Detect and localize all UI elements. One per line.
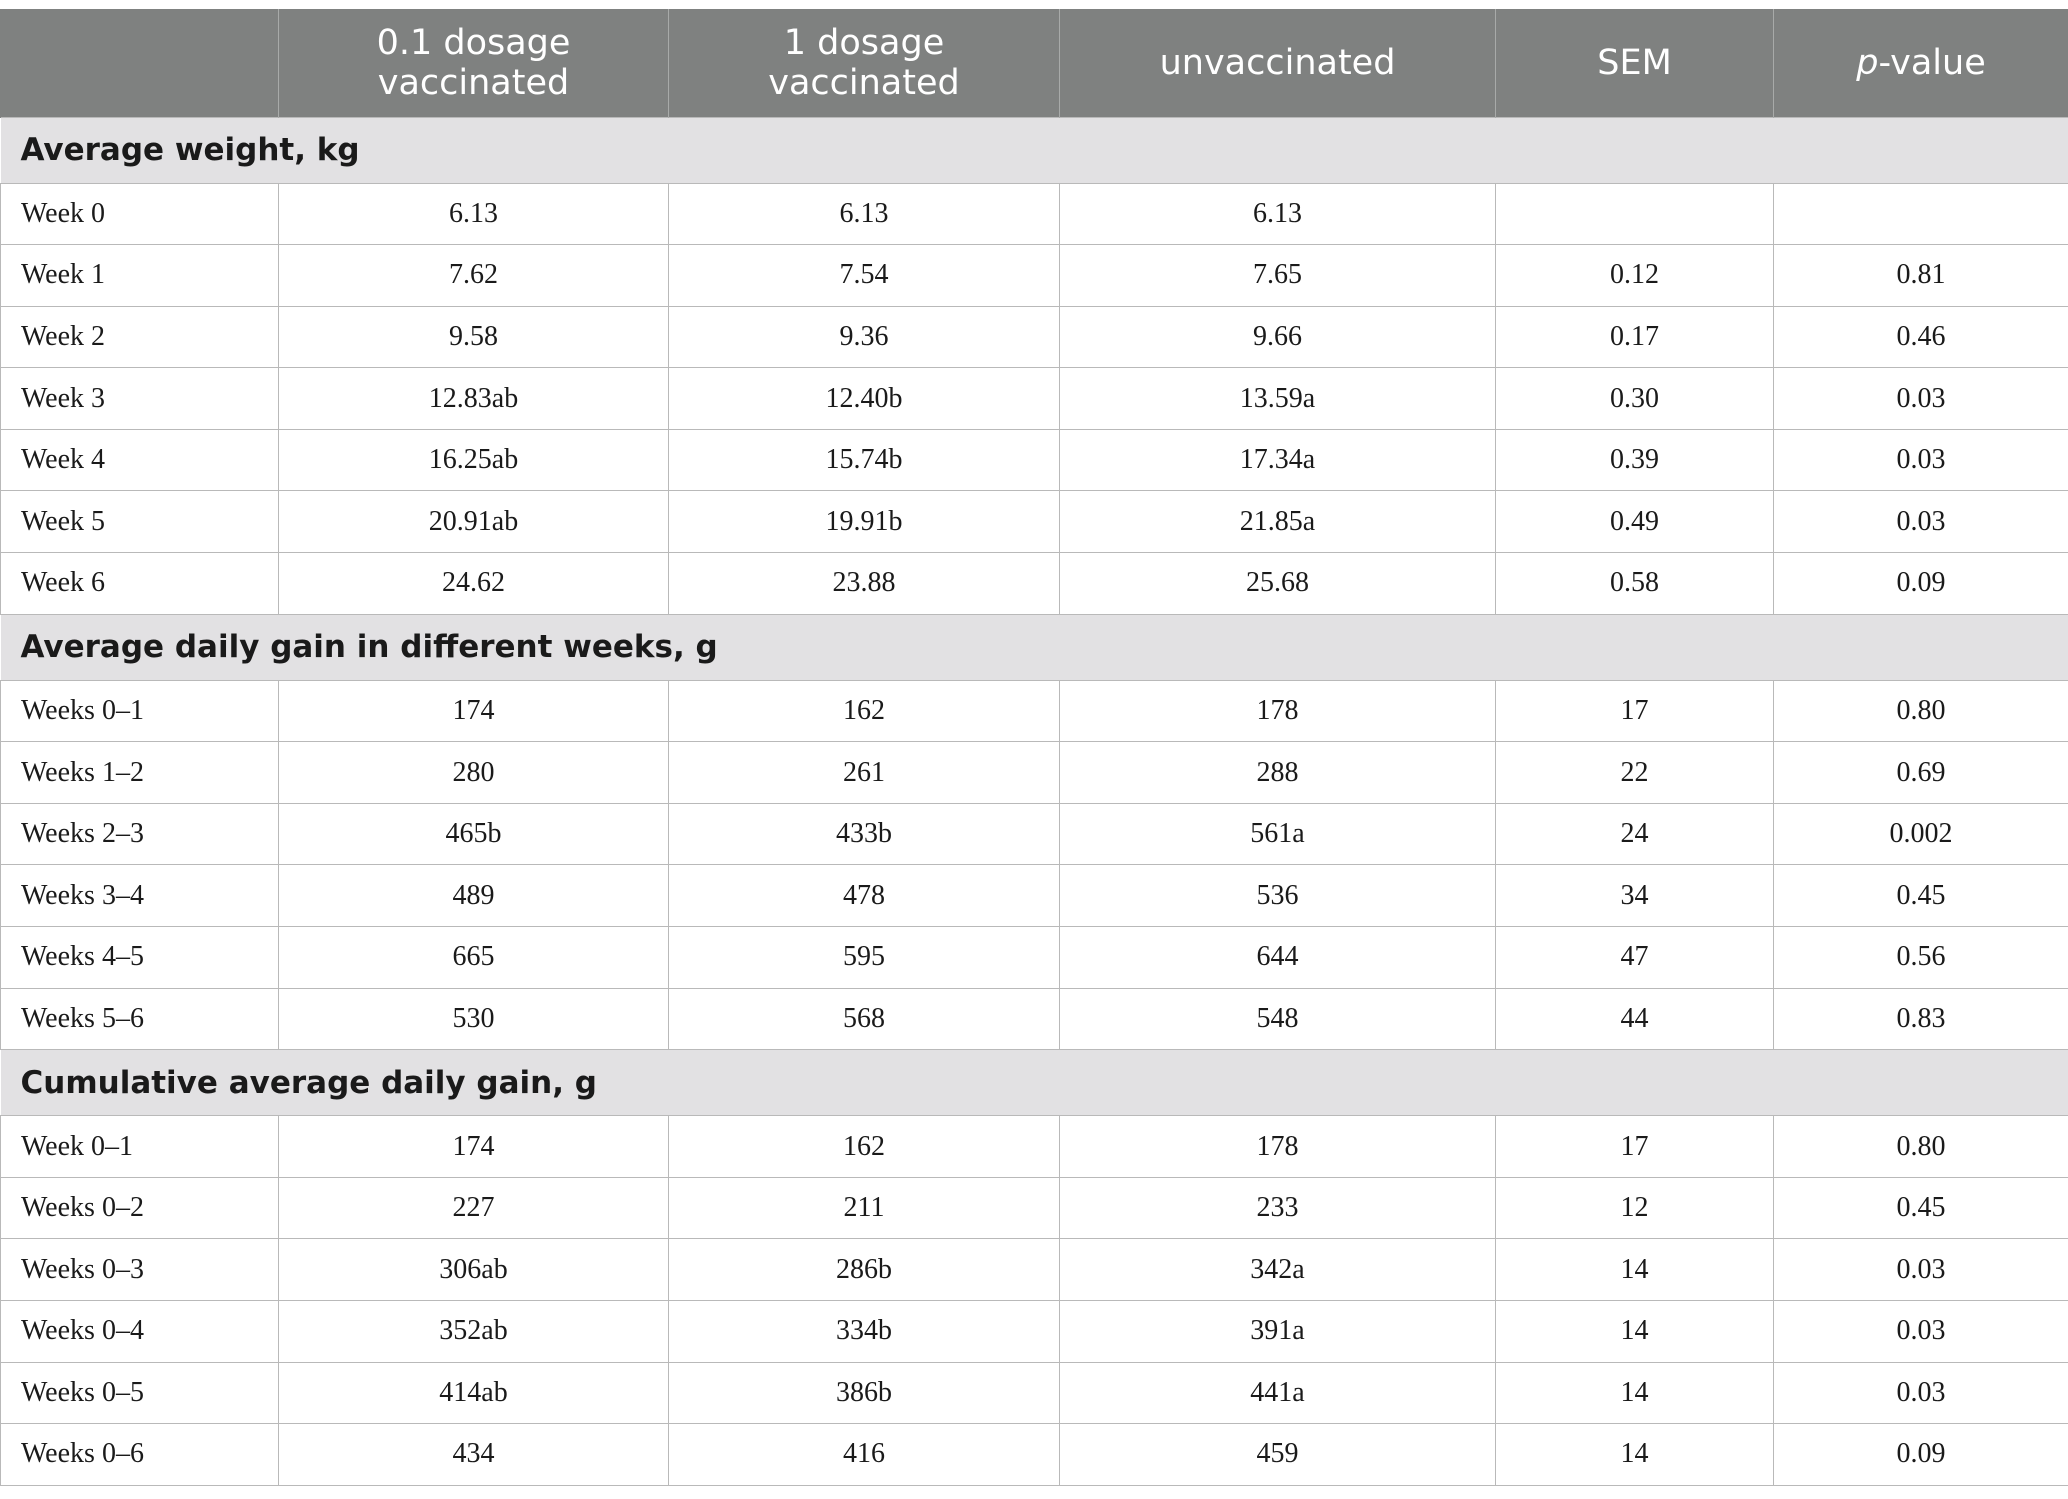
section-header-row bbox=[1, 614, 2068, 680]
row-label: Week 6 bbox=[1, 553, 279, 615]
dose-1-value: 595 bbox=[669, 927, 1060, 989]
dose-01-value: 489 bbox=[279, 865, 669, 927]
table-row bbox=[1, 680, 2068, 742]
sem-value: 0.17 bbox=[1496, 306, 1774, 368]
row-label: Weeks 0–6 bbox=[1, 1424, 279, 1486]
dose-1-value: 162 bbox=[669, 680, 1060, 742]
sem-value: 17 bbox=[1496, 680, 1774, 742]
table-row bbox=[1, 1177, 2068, 1239]
section-header-row bbox=[1, 117, 2068, 183]
row-label: Week 0–1 bbox=[1, 1116, 279, 1178]
dose-1-value: 386b bbox=[669, 1362, 1060, 1424]
dose-01-value: 227 bbox=[279, 1177, 669, 1239]
dose-01-value: 174 bbox=[279, 1116, 669, 1178]
unvaccinated-value: 342a bbox=[1060, 1239, 1496, 1301]
table-row bbox=[1, 306, 2068, 368]
dose-01-value: 434 bbox=[279, 1424, 669, 1486]
unvaccinated-value: 644 bbox=[1060, 927, 1496, 989]
dose-01-value: 12.83ab bbox=[279, 368, 669, 430]
table-row bbox=[1, 1362, 2068, 1424]
table-row bbox=[1, 988, 2068, 1050]
row-label: Weeks 0–5 bbox=[1, 1362, 279, 1424]
table-row bbox=[1, 1116, 2068, 1178]
dose-1-value: 211 bbox=[669, 1177, 1060, 1239]
dose-01-value: 665 bbox=[279, 927, 669, 989]
row-label: Weeks 1–2 bbox=[1, 742, 279, 804]
row-label: Weeks 2–3 bbox=[1, 803, 279, 865]
p-value: 0.81 bbox=[1774, 245, 2068, 307]
dose-1-value: 433b bbox=[669, 803, 1060, 865]
sem-value: 17 bbox=[1496, 1116, 1774, 1178]
dose-1-value: 568 bbox=[669, 988, 1060, 1050]
p-value: 0.03 bbox=[1774, 368, 2068, 430]
unvaccinated-value: 548 bbox=[1060, 988, 1496, 1050]
table-row bbox=[1, 927, 2068, 989]
row-label: Week 2 bbox=[1, 306, 279, 368]
p-value: 0.03 bbox=[1774, 491, 2068, 553]
dose-1-value: 478 bbox=[669, 865, 1060, 927]
section-header-row bbox=[1, 1050, 2068, 1116]
table-header bbox=[1, 9, 2068, 117]
unvaccinated-value: 178 bbox=[1060, 680, 1496, 742]
header-dose-01: 0.1 dosage vaccinated bbox=[279, 9, 669, 117]
p-value: 0.03 bbox=[1774, 1301, 2068, 1363]
unvaccinated-value: 536 bbox=[1060, 865, 1496, 927]
row-label: Week 4 bbox=[1, 429, 279, 491]
dose-1-value: 7.54 bbox=[669, 245, 1060, 307]
row-label: Week 3 bbox=[1, 368, 279, 430]
dose-1-value: 261 bbox=[669, 742, 1060, 804]
unvaccinated-value: 13.59a bbox=[1060, 368, 1496, 430]
row-label: Weeks 4–5 bbox=[1, 927, 279, 989]
dose-01-value: 6.13 bbox=[279, 183, 669, 245]
sem-value: 14 bbox=[1496, 1424, 1774, 1486]
row-label: Week 1 bbox=[1, 245, 279, 307]
dose-01-value: 530 bbox=[279, 988, 669, 1050]
dose-1-value: 334b bbox=[669, 1301, 1060, 1363]
p-value: 0.09 bbox=[1774, 553, 2068, 615]
dose-01-value: 7.62 bbox=[279, 245, 669, 307]
results-table bbox=[0, 9, 2068, 1486]
unvaccinated-value: 17.34a bbox=[1060, 429, 1496, 491]
unvaccinated-value: 459 bbox=[1060, 1424, 1496, 1486]
row-label: Weeks 0–2 bbox=[1, 1177, 279, 1239]
row-label: Weeks 3–4 bbox=[1, 865, 279, 927]
dose-1-value: 416 bbox=[669, 1424, 1060, 1486]
unvaccinated-value: 178 bbox=[1060, 1116, 1496, 1178]
dose-1-value: 286b bbox=[669, 1239, 1060, 1301]
section-title: Average daily gain in different weeks, g bbox=[1, 614, 2068, 680]
row-label: Week 0 bbox=[1, 183, 279, 245]
unvaccinated-value: 9.66 bbox=[1060, 306, 1496, 368]
sem-value: 0.58 bbox=[1496, 553, 1774, 615]
dose-1-value: 23.88 bbox=[669, 553, 1060, 615]
p-value-suffix: -value bbox=[1878, 42, 1986, 83]
table-row bbox=[1, 1239, 2068, 1301]
dose-01-value: 352ab bbox=[279, 1301, 669, 1363]
table-row bbox=[1, 1301, 2068, 1363]
table-row bbox=[1, 742, 2068, 804]
unvaccinated-value: 441a bbox=[1060, 1362, 1496, 1424]
section-title: Cumulative average daily gain, g bbox=[1, 1050, 2068, 1116]
p-value-italic-p: p bbox=[1856, 42, 1879, 83]
sem-value bbox=[1496, 183, 1774, 245]
sem-value: 47 bbox=[1496, 927, 1774, 989]
row-label: Weeks 5–6 bbox=[1, 988, 279, 1050]
p-value: 0.80 bbox=[1774, 680, 2068, 742]
sem-value: 24 bbox=[1496, 803, 1774, 865]
p-value: 0.83 bbox=[1774, 988, 2068, 1050]
sem-value: 14 bbox=[1496, 1362, 1774, 1424]
dose-1-value: 6.13 bbox=[669, 183, 1060, 245]
row-label: Weeks 0–3 bbox=[1, 1239, 279, 1301]
sem-value: 34 bbox=[1496, 865, 1774, 927]
dose-01-value: 174 bbox=[279, 680, 669, 742]
dose-01-value: 465b bbox=[279, 803, 669, 865]
unvaccinated-value: 6.13 bbox=[1060, 183, 1496, 245]
sem-value: 0.12 bbox=[1496, 245, 1774, 307]
table-row bbox=[1, 491, 2068, 553]
p-value: 0.80 bbox=[1774, 1116, 2068, 1178]
header-unvaccinated: unvaccinated bbox=[1060, 9, 1496, 117]
p-value: 0.56 bbox=[1774, 927, 2068, 989]
table-row bbox=[1, 865, 2068, 927]
sem-value: 0.49 bbox=[1496, 491, 1774, 553]
sem-value: 14 bbox=[1496, 1301, 1774, 1363]
table-body bbox=[1, 117, 2068, 1485]
header-p-value bbox=[1774, 9, 2068, 117]
unvaccinated-value: 288 bbox=[1060, 742, 1496, 804]
unvaccinated-value: 7.65 bbox=[1060, 245, 1496, 307]
table-row bbox=[1, 183, 2068, 245]
table-row bbox=[1, 245, 2068, 307]
table-row bbox=[1, 429, 2068, 491]
p-value: 0.46 bbox=[1774, 306, 2068, 368]
dose-01-value: 280 bbox=[279, 742, 669, 804]
dose-1-value: 19.91b bbox=[669, 491, 1060, 553]
p-value: 0.69 bbox=[1774, 742, 2068, 804]
p-value: 0.03 bbox=[1774, 1362, 2068, 1424]
sem-value: 22 bbox=[1496, 742, 1774, 804]
table-row bbox=[1, 803, 2068, 865]
sem-value: 14 bbox=[1496, 1239, 1774, 1301]
p-value: 0.45 bbox=[1774, 1177, 2068, 1239]
dose-1-value: 15.74b bbox=[669, 429, 1060, 491]
sem-value: 0.39 bbox=[1496, 429, 1774, 491]
dose-1-value: 9.36 bbox=[669, 306, 1060, 368]
unvaccinated-value: 561a bbox=[1060, 803, 1496, 865]
dose-1-value: 12.40b bbox=[669, 368, 1060, 430]
p-value bbox=[1774, 183, 2068, 245]
table-row bbox=[1, 368, 2068, 430]
p-value: 0.09 bbox=[1774, 1424, 2068, 1486]
unvaccinated-value: 21.85a bbox=[1060, 491, 1496, 553]
dose-01-value: 20.91ab bbox=[279, 491, 669, 553]
header-dose-1: 1 dosage vaccinated bbox=[669, 9, 1060, 117]
dose-1-value: 162 bbox=[669, 1116, 1060, 1178]
sem-value: 44 bbox=[1496, 988, 1774, 1050]
unvaccinated-value: 233 bbox=[1060, 1177, 1496, 1239]
table-row bbox=[1, 1424, 2068, 1486]
dose-01-value: 306ab bbox=[279, 1239, 669, 1301]
sem-value: 12 bbox=[1496, 1177, 1774, 1239]
header-row bbox=[1, 9, 2068, 117]
row-label: Weeks 0–4 bbox=[1, 1301, 279, 1363]
header-blank-cell bbox=[1, 9, 279, 117]
p-value: 0.03 bbox=[1774, 1239, 2068, 1301]
header-sem: SEM bbox=[1496, 9, 1774, 117]
section-title: Average weight, kg bbox=[1, 117, 2068, 183]
dose-01-value: 414ab bbox=[279, 1362, 669, 1424]
p-value: 0.03 bbox=[1774, 429, 2068, 491]
unvaccinated-value: 391a bbox=[1060, 1301, 1496, 1363]
table-row bbox=[1, 553, 2068, 615]
p-value: 0.002 bbox=[1774, 803, 2068, 865]
dose-01-value: 24.62 bbox=[279, 553, 669, 615]
unvaccinated-value: 25.68 bbox=[1060, 553, 1496, 615]
row-label: Week 5 bbox=[1, 491, 279, 553]
sem-value: 0.30 bbox=[1496, 368, 1774, 430]
dose-01-value: 16.25ab bbox=[279, 429, 669, 491]
dose-01-value: 9.58 bbox=[279, 306, 669, 368]
p-value: 0.45 bbox=[1774, 865, 2068, 927]
row-label: Weeks 0–1 bbox=[1, 680, 279, 742]
